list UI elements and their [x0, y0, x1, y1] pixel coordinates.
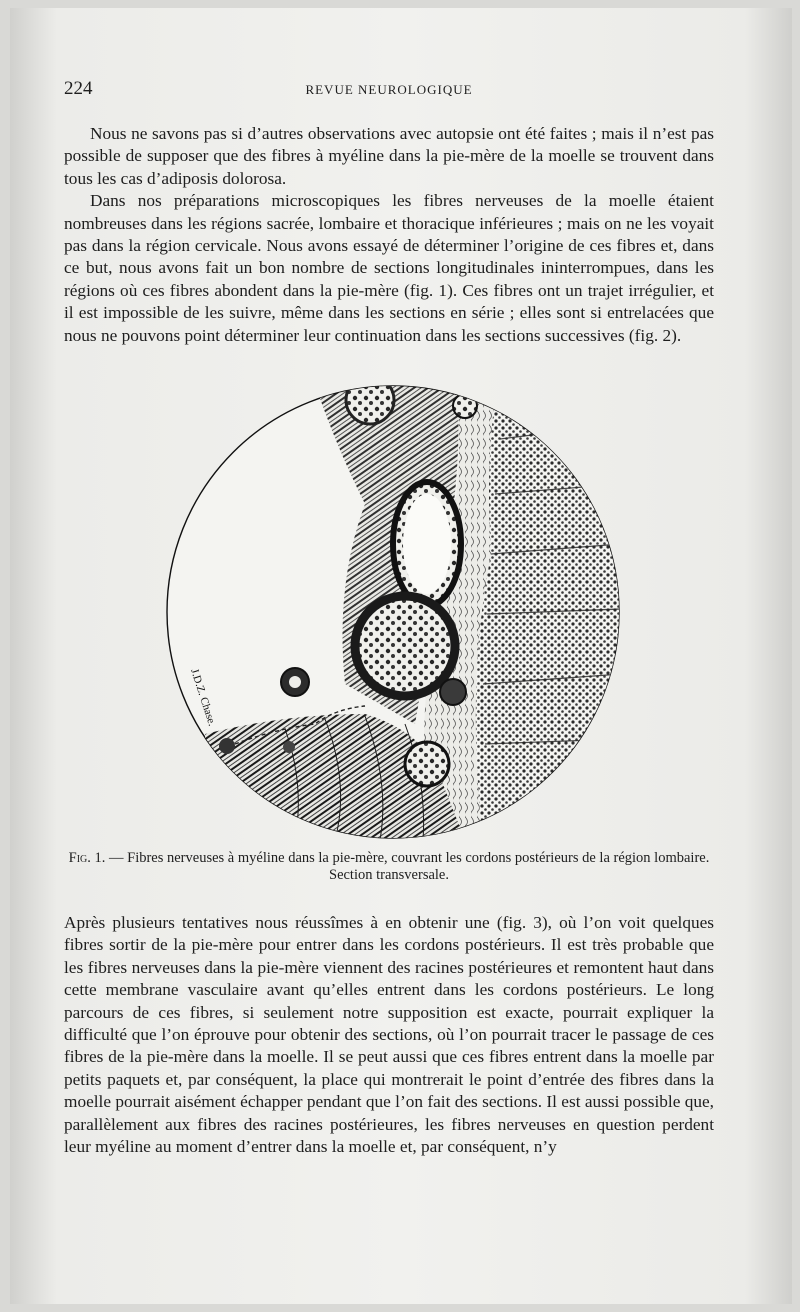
vessel-top-left — [346, 384, 394, 424]
figure-caption — [64, 850, 714, 884]
page-header — [64, 78, 714, 106]
blood-vessel-small — [405, 742, 449, 786]
engraver-signature: J.D.Z. Chase. — [188, 667, 218, 728]
vessel-dark-1 — [440, 679, 466, 705]
text-block-top — [64, 123, 714, 347]
figure-1-micrograph — [165, 384, 621, 840]
running-head: REVUE NEUROLOGIQUE — [305, 82, 473, 97]
page-number: 224 — [64, 78, 93, 99]
paragraph-2: Dans nos préparations microscopiques les fibres nerveuses de la moelle étaient nombreuses dans les régions sacrée, lombaire et thoracique inférieures ; mais on ne les voyait pas dans la région cervicale. Nous avons essayé de déterminer l’origine de ces fibres et, dans ce but, nous avons fait un bon nombre de sections longitudinales ininterrompues, dans les régions où ces fibres abondent dans la pie-mère (fig. 1). Ces fibres ont un trajet irrégulier, et il est impossible de les suivre, même dans les sections en série ; elles sont si entrelacées que nous ne pouvons point déterminer leur continuation dans les sections successives (fig. 2). — [64, 191, 714, 345]
small-cell-2 — [219, 738, 235, 754]
caption-text: — Fibres nerveuses à myéline dans la pie-mère, couvrant les cordons postérieurs de la région lombaire. Section transversale. — [105, 850, 710, 883]
paragraph-3: Après plusieurs tentatives nous réussîmes à en obtenir une (fig. 3), où l’on voit quelques fibres sortir de la pie-mère pour entrer dans les cordons postérieurs. Il est très probable que les fibres nerveuses dans la pie-mère viennent des racines postérieures et remontent haut dans cette membrane vasculaire avant qu’elles entrent dans les cordons postérieurs. Le long parcours de ces fibres, si seulement notre supposition est exacte, pourrait expliquer la difficulté que l’on éprouve pour obtenir des sections, où l’on pourrait tracer le passage de ces fibres de la pie-mère dans la moelle. Il se peut aussi que ces fibres entrent dans la moelle par petits paquets et, par conséquent, la place qui montrerait le point d’entrée des fibres dans la moelle pourrait aisément échapper pendant que l’on fait des sections. Il est aussi possible que, parallèlement aux fibres des racines postérieures, les fibres nerveuses en question perdent leur myéline au moment d’entrer dans la moelle et, par conséquent, n’y — [64, 913, 714, 1157]
text-block-bottom — [64, 912, 714, 1158]
paragraph-1: Nous ne savons pas si d’autres observations avec autopsie ont été faites ; mais il n’est pas possible de supposer que des fibres à myéline dans la pie-mère de la moelle se trouvent dans tous les cas d’adiposis dolorosa. — [64, 124, 714, 188]
small-cell — [283, 741, 295, 753]
caption-label: Fig. 1. — [68, 850, 106, 866]
